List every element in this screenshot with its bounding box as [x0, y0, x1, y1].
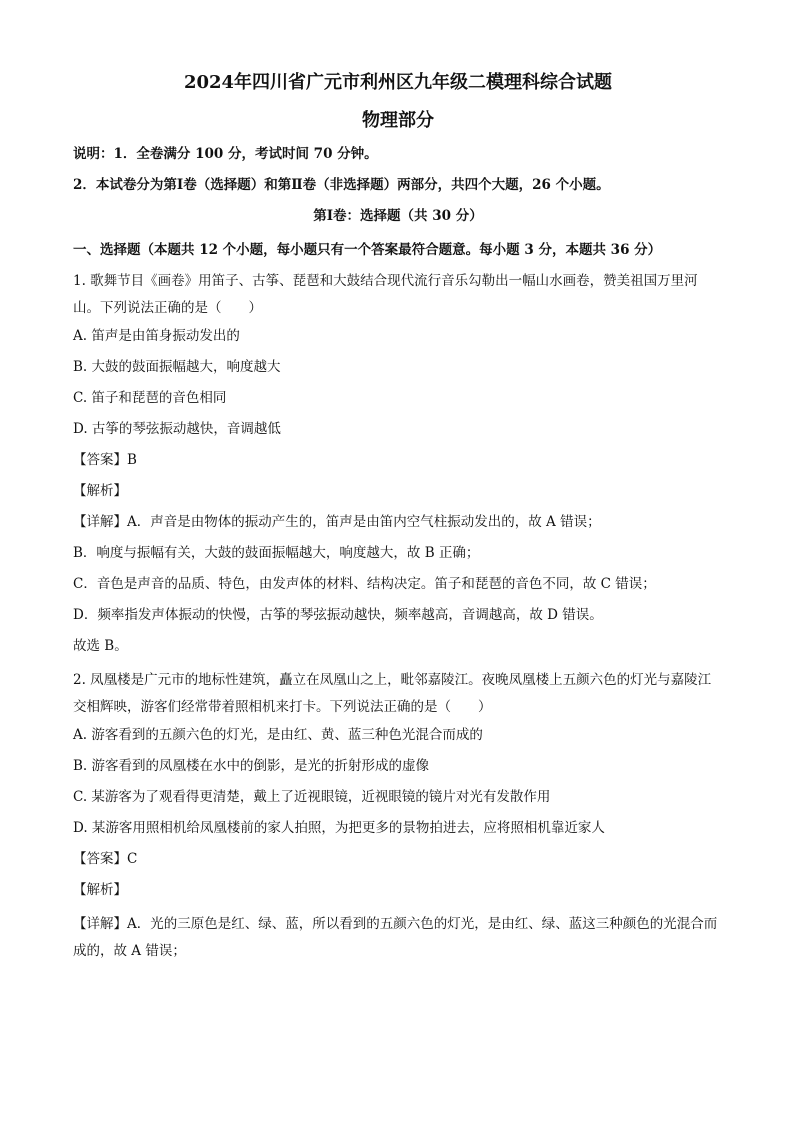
page-title: 2024年四川省广元市利州区九年级二模理科综合试题 — [183, 72, 613, 93]
part-one-heading: 第Ⅰ卷：选择题（共 30 分） — [313, 208, 483, 224]
option-c: C. 笛子和琵琶的音色相同 — [73, 390, 227, 406]
answer-label: 【答案】B — [73, 452, 137, 468]
question-stem: 1. 歌舞节目《画卷》用笛子、古筝、琵琶和大鼓结合现代流行音乐勾勒出一幅山水画卷，赞美祖国万里河山。下列说法正确的是（ ） — [73, 273, 698, 316]
option-b: B. 大鼓的鼓面振幅越大，响度越大 — [73, 359, 281, 375]
answer-label: 【答案】C — [73, 851, 138, 867]
analysis-label: 【解析】 — [73, 483, 127, 499]
instructions-line-2: 2．本试卷分为第Ⅰ卷（选择题）和第Ⅱ卷（非选择题）两部分，共四个大题，26 个小题。 — [73, 177, 610, 193]
conclusion-line: 故选 B。 — [73, 638, 128, 654]
detail-line: C．音色是声音的品质、特色，由发声体的材料、结构决定。笛子和琵琶的音色不同，故 C 错误； — [73, 576, 656, 592]
analysis-label: 【解析】 — [73, 882, 127, 898]
detail-line: D．频率指发声体振动的快慢，古筝的琴弦振动越快，频率越高，音调越高，故 D 错误。 — [73, 607, 603, 623]
option-a: A. 笛声是由笛身振动发出的 — [73, 328, 240, 344]
question-2 — [73, 667, 723, 965]
section-heading: 一、选择题（本题共 12 个小题，每小题只有一个答案最符合题意。每小题 3 分，本题共 36 分） — [73, 242, 662, 258]
option-c: C. 某游客为了观看得更清楚，戴上了近视眼镜，近视眼镜的镜片对光有发散作用 — [73, 789, 551, 805]
detail-line: B．响度与振幅有关，大鼓的鼓面振幅越大，响度越大，故 B 正确； — [73, 545, 480, 561]
instructions-line-1: 说明：1．全卷满分 100 分，考试时间 70 分钟。 — [73, 146, 378, 162]
option-d: D. 古筝的琴弦振动越快，音调越低 — [73, 421, 281, 437]
option-b: B. 游客看到的凤凰楼在水中的倒影，是光的折射形成的虚像 — [73, 758, 430, 774]
option-d: D. 某游客用照相机给凤凰楼前的家人拍照，为把更多的景物拍进去，应将照相机靠近家人 — [73, 820, 605, 836]
page-subtitle: 物理部分 — [362, 110, 434, 131]
question-1 — [73, 268, 723, 656]
question-stem: 2. 凤凰楼是广元市的地标性建筑，矗立在凤凰山之上，毗邻嘉陵江。夜晚凤凰楼上五颜六色的灯光与嘉陵江交相辉映，游客们经常带着照相机来打卡。下列说法正确的是（ ） — [73, 672, 712, 715]
option-a: A. 游客看到的五颜六色的灯光，是由红、黄、蓝三种色光混合而成的 — [73, 727, 483, 743]
detail-line: 【详解】A．声音是由物体的振动产生的，笛声是由笛内空气柱振动发出的，故 A 错误； — [73, 514, 601, 530]
detail-line: 【详解】A．光的三原色是红、绿、蓝，所以看到的五颜六色的灯光，是由红、绿、蓝这三种颜色的光混合而成的，故 A 错误； — [73, 916, 718, 959]
exam-page — [73, 70, 723, 969]
